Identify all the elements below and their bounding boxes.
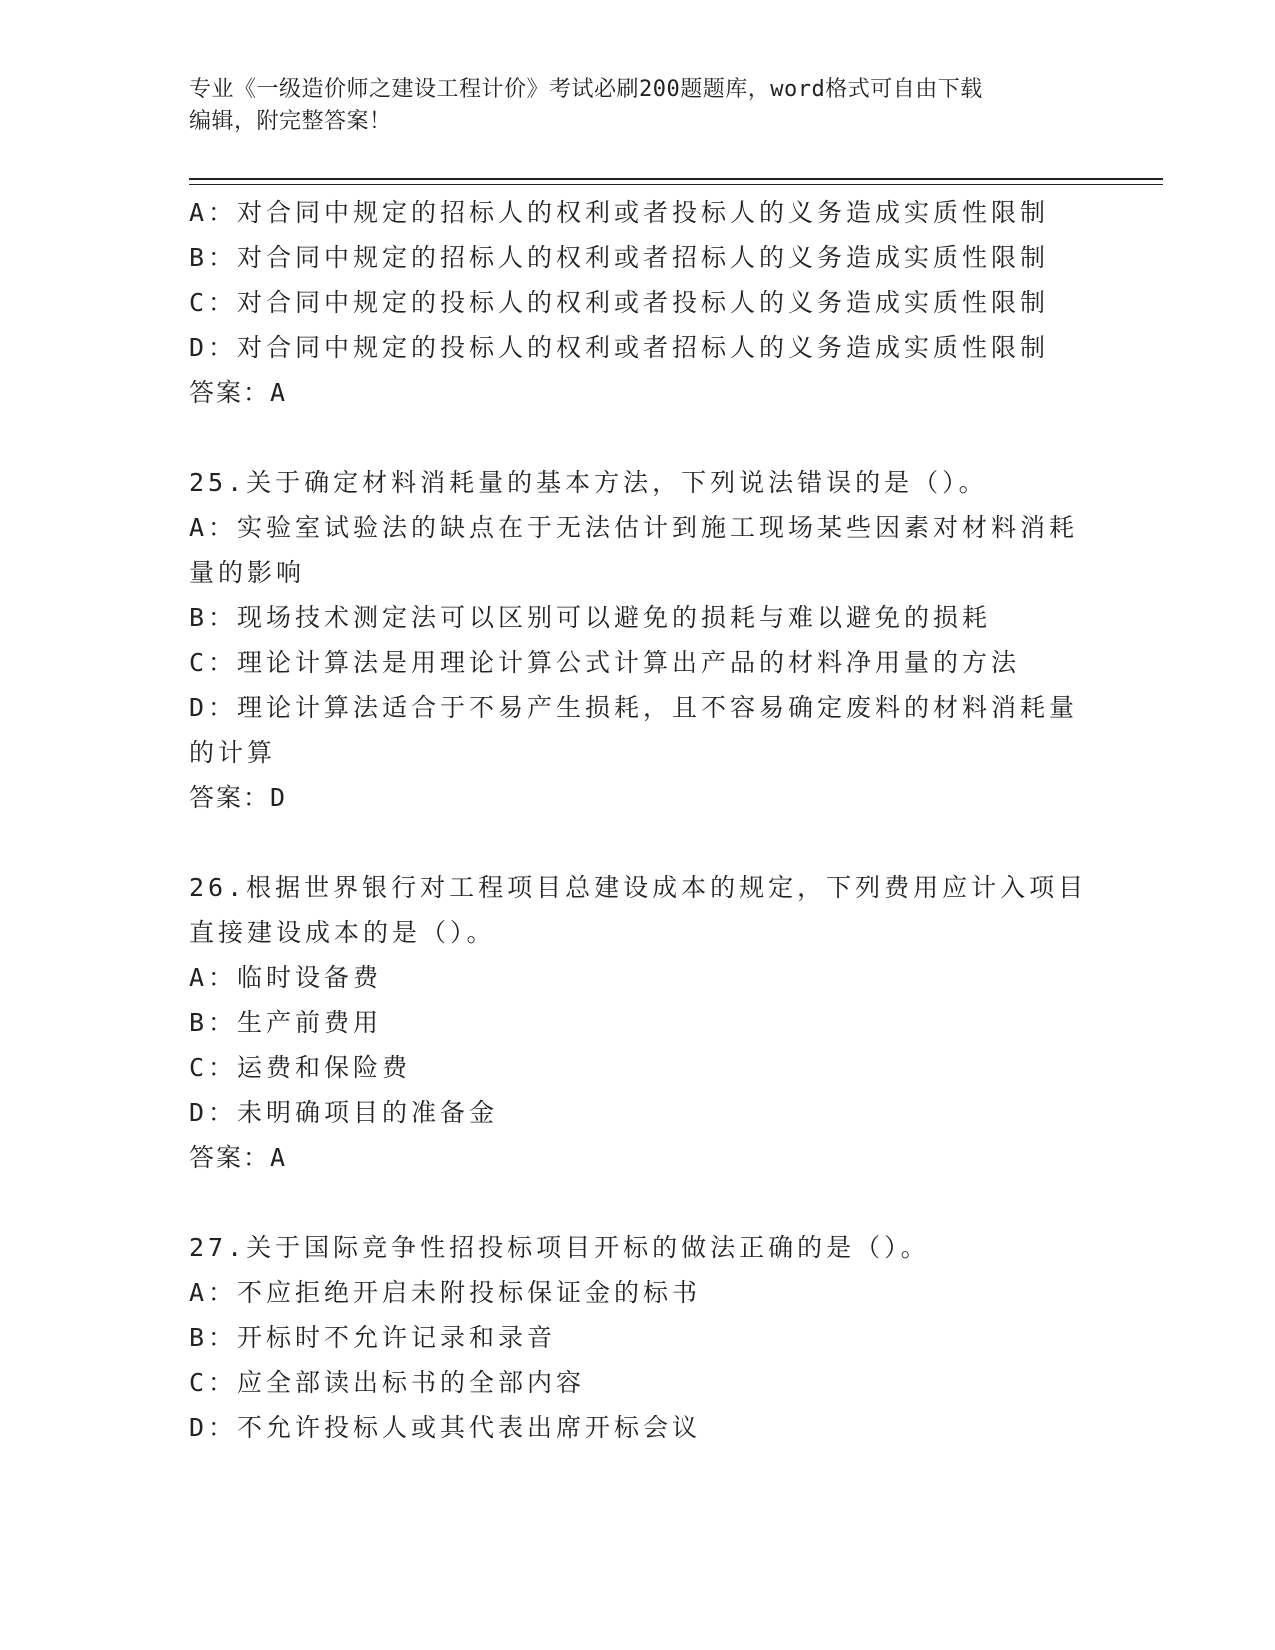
option-d: D：对合同中规定的投标人的权利或者招标人的义务造成实质性限制	[189, 333, 1050, 362]
answer-value: A	[270, 1143, 288, 1172]
option-c: C：对合同中规定的投标人的权利或者投标人的义务造成实质性限制	[189, 288, 1050, 317]
question-stem: 26.根据世界银行对工程项目总建设成本的规定，下列费用应计入项目	[189, 873, 1088, 902]
answer-label: 答案：	[189, 1143, 271, 1172]
option-b: B：开标时不允许记录和录音	[189, 1323, 557, 1352]
option-a-continued: 量的影响	[189, 558, 306, 587]
question-26	[189, 865, 1089, 1180]
question-stem: 25.关于确定材料消耗量的基本方法，下列说法错误的是（）。	[189, 468, 988, 497]
option-a: A：实验室试验法的缺点在于无法估计到施工现场某些因素对材料消耗	[189, 513, 1079, 542]
header-line-2: 编辑，附完整答案！	[189, 109, 392, 134]
option-d: D：理论计算法适合于不易产生损耗，且不容易确定废料的材料消耗量	[189, 693, 1079, 722]
option-d-continued: 的计算	[189, 738, 277, 767]
header-divider-thin	[189, 184, 1163, 185]
question-25	[189, 460, 1089, 820]
answer-line	[189, 370, 1089, 415]
option-b: B：现场技术测定法可以区别可以避免的损耗与难以避免的损耗	[189, 603, 992, 632]
question-stem-continued: 直接建设成本的是（）。	[189, 918, 496, 947]
option-b: B：对合同中规定的招标人的权利或者招标人的义务造成实质性限制	[189, 243, 1050, 272]
option-b: B：生产前费用	[189, 1008, 383, 1037]
option-a: A：对合同中规定的招标人的权利或者投标人的义务造成实质性限制	[189, 198, 1050, 227]
answer-label: 答案：	[189, 783, 271, 812]
question-stem: 27.关于国际竞争性招投标项目开标的做法正确的是（）。	[189, 1233, 930, 1262]
answer-value: D	[270, 783, 288, 812]
option-c: C：运费和保险费	[189, 1053, 412, 1082]
question-27	[189, 1225, 1089, 1450]
answer-label: 答案：	[189, 378, 271, 407]
header-divider-thick	[189, 178, 1163, 180]
option-c: C：应全部读出标书的全部内容	[189, 1368, 586, 1397]
option-c: C：理论计算法是用理论计算公式计算出产品的材料净用量的方法	[189, 648, 1021, 677]
header-line-1: 专业《一级造价师之建设工程计价》考试必刷200题题库，word格式可自由下载	[189, 77, 983, 102]
answer-value: A	[270, 378, 288, 407]
answer-line	[189, 1135, 1089, 1180]
option-d: D：不允许投标人或其代表出席开标会议	[189, 1413, 702, 1442]
spacer	[189, 820, 1089, 865]
question-24-continued	[189, 190, 1089, 415]
document-header	[189, 74, 1079, 138]
option-a: A：临时设备费	[189, 963, 383, 992]
spacer	[189, 415, 1089, 460]
option-d: D：未明确项目的准备金	[189, 1098, 499, 1127]
answer-line	[189, 775, 1089, 820]
spacer	[189, 1180, 1089, 1225]
question-content	[189, 190, 1089, 1450]
option-a: A：不应拒绝开启未附投标保证金的标书	[189, 1278, 702, 1307]
